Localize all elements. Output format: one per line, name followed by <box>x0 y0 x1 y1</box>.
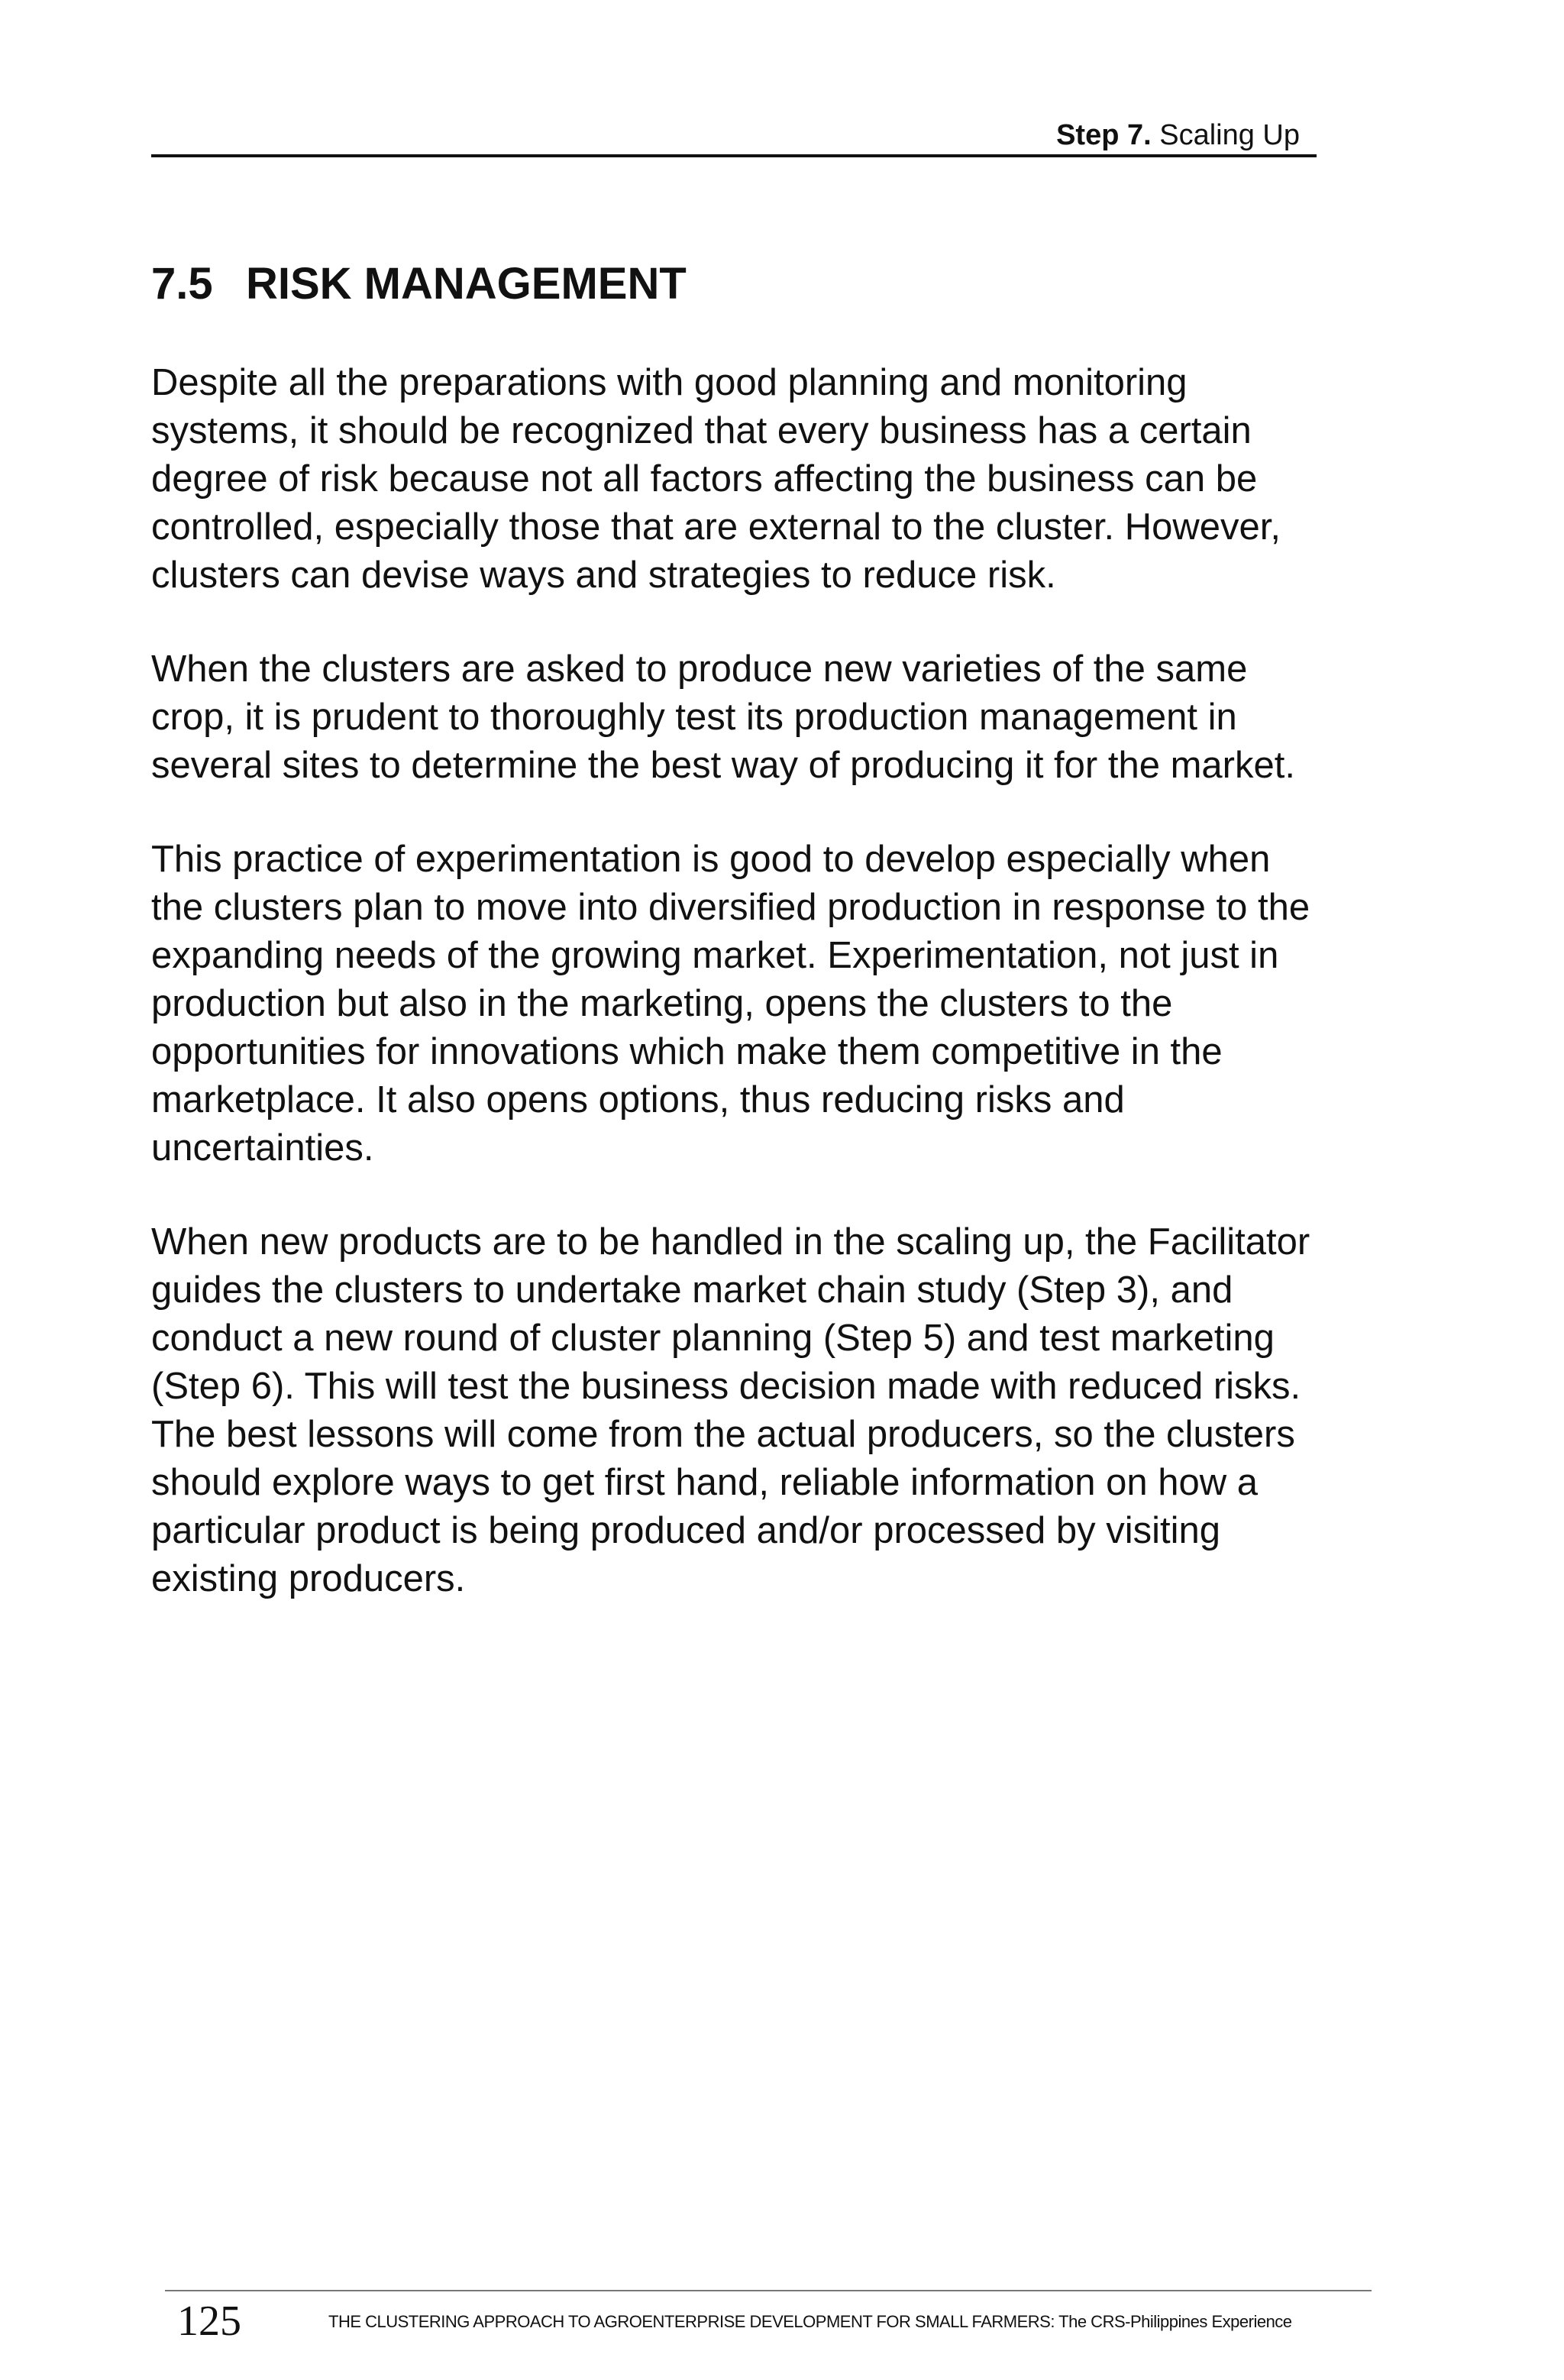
header-step-title: Scaling Up <box>1159 119 1300 151</box>
paragraph-1: Despite all the preparations with good planning and monitoring systems, it should be recognized that every business has a certain degree of risk because not all factors affecting the business can be controlled, especially those that are external to the cluster. However, clusters can devise ways and strategies to reduce risk. <box>151 362 1281 596</box>
header-step-label: Step 7. <box>1056 119 1152 151</box>
section-heading <box>151 254 687 315</box>
paragraph-3: This practice of experimentation is good to develop especially when the clusters plan to move into diversified production in response to the expanding needs of the growing market. Experimentation, not just in production but also in the marketing, opens the clusters to the opportunities for innovations which make them competitive in the marketplace. It also opens options, thus reducing risks and uncertainties. <box>151 839 1310 1169</box>
footer-book-title: THE CLUSTERING APPROACH TO AGROENTERPRISE DEVELOPMENT FOR SMALL FARMERS: The CRS-Philippines Experience <box>328 2312 1292 2331</box>
page-number: 125 <box>177 2298 241 2345</box>
body-text <box>151 359 1327 1649</box>
section-number: 7.5 <box>151 259 213 309</box>
paragraph-4: When new products are to be handled in the scaling up, the Facilitator guides the clusters to undertake market chain study (Step 3), and conduct a new round of cluster planning (Step 5) and test marketing (Step 6). This will test the business decision made with reduced risks. The best lessons will come from the actual producers, so the clusters should explore ways to get first hand, reliable information on how a particular product is being produced and/or processed by visiting existing producers. <box>151 1221 1310 1599</box>
footer-divider <box>165 2290 1372 2291</box>
running-header <box>151 116 1317 157</box>
section-title: RISK MANAGEMENT <box>246 259 687 309</box>
paragraph-2: When the clusters are asked to produce new varieties of the same crop, it is prudent to thoroughly test its production management in several sites to determine the best way of producing it for the market. <box>151 648 1295 786</box>
